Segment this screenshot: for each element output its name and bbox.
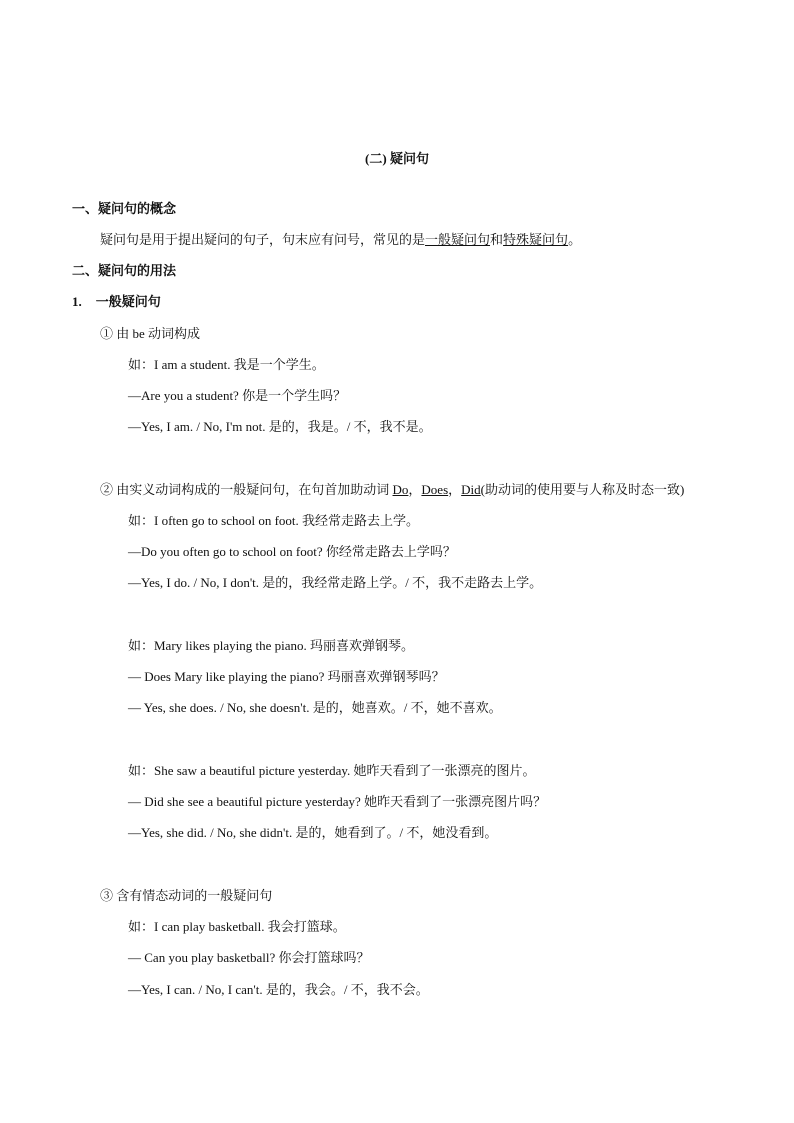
- page-title: (二) 疑问句: [365, 151, 429, 166]
- example-sentence: 如：I can play basketball. 我会打篮球。: [128, 919, 346, 934]
- term-special-question: 特殊疑问句: [503, 232, 569, 247]
- section-1-paragraph: [100, 232, 581, 248]
- aux-verb-did: Did: [461, 482, 481, 497]
- item-3-title: ③ 含有情态动词的一般疑问句: [100, 888, 273, 903]
- example-sentence: 如：She saw a beautiful picture yesterday. 她昨天看到了一张漂亮的图片。: [128, 763, 536, 778]
- item-title-text: ② 由实义动词构成的一般疑问句，在句首加助动词: [100, 482, 393, 497]
- item-1-title: ① 由 be 动词构成: [100, 326, 201, 341]
- subsection-label: 一般疑问句: [95, 294, 161, 309]
- example-answer: —Yes, I do. / No, I don't. 是的，我经常走路上学。/ 不，我不走路去上学。: [128, 575, 543, 590]
- subsection-number: 1.: [72, 294, 82, 309]
- example-answer: — Yes, she does. / No, she doesn't. 是的，她喜欢。/ 不，她不喜欢。: [128, 700, 502, 715]
- example-question: —Do you often go to school on foot? 你经常走路去上学吗？: [128, 544, 456, 559]
- item-2-title: [100, 482, 684, 498]
- section-1-heading: 一、疑问句的概念: [72, 201, 177, 216]
- example-answer: —Yes, I can. / No, I can't. 是的，我会。/ 不，我不会。: [128, 982, 429, 997]
- example-sentence: 如：Mary likes playing the piano. 玛丽喜欢弹钢琴。: [128, 638, 414, 653]
- example-question: — Can you play basketball? 你会打篮球吗？: [128, 950, 370, 965]
- separator: ，: [448, 482, 462, 497]
- term-general-question: 一般疑问句: [425, 232, 491, 247]
- example-question: — Does Mary like playing the piano? 玛丽喜欢弹钢琴吗？: [128, 669, 445, 684]
- example-question: — Did she see a beautiful picture yesterday? 她昨天看到了一张漂亮图片吗？: [128, 794, 547, 809]
- paragraph-text: 疑问句是用于提出疑问的句子，句末应有问号，常见的是: [100, 232, 426, 247]
- example-question: —Are you a student? 你是一个学生吗？: [128, 388, 347, 403]
- example-sentence: 如：I am a student. 我是一个学生。: [128, 357, 325, 372]
- aux-verb-do: Do: [392, 482, 409, 497]
- example-answer: —Yes, she did. / No, she didn't. 是的，她看到了。/ 不，她没看到。: [128, 825, 498, 840]
- separator: ，: [408, 482, 422, 497]
- example-answer: —Yes, I am. / No, I'm not. 是的，我是。/ 不，我不是。: [128, 419, 432, 434]
- paragraph-text: 和: [490, 232, 504, 247]
- item-title-text: (助动词的使用要与人称及时态一致): [480, 482, 685, 497]
- subsection-1-heading: [72, 294, 161, 310]
- paragraph-text: 。: [568, 232, 582, 247]
- section-2-heading: 二、疑问句的用法: [72, 263, 177, 278]
- aux-verb-does: Does: [421, 482, 449, 497]
- example-sentence: 如：I often go to school on foot. 我经常走路去上学。: [128, 513, 420, 528]
